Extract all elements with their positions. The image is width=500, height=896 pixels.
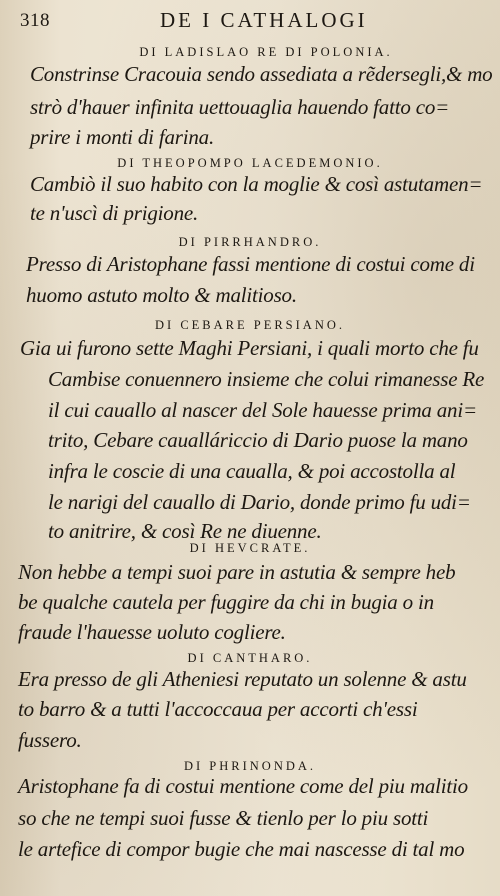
section-heading: DI CANTHARO. xyxy=(187,651,313,665)
text-line: Non hebbe a tempi suoi pare in astutia & sempre heb xyxy=(18,560,456,584)
text-line: il cui cauallo al nascer del Sole hauesse prima ani= xyxy=(48,398,477,422)
text-line: te n'uscì di prigione. xyxy=(30,201,199,225)
section-heading: DI HEVCRATE. xyxy=(189,541,311,555)
text-line: Aristophane fa di costui mentione come del piu malitio xyxy=(18,774,468,798)
text-line: Constrinse Cracouia sendo assediata a rẽdersegli,& mo xyxy=(30,62,493,86)
text-line: trito, Cebare caualláriccio di Dario puose la mano xyxy=(48,428,468,452)
text-line: be qualche cautela per fuggire da chi in bugia o in xyxy=(18,590,434,614)
text-line: huomo astuto molto & malitioso. xyxy=(26,283,297,307)
text-line: Presso di Aristophane fassi mentione di costui come di xyxy=(26,252,475,276)
text-line: Era presso de gli Atheniesi reputato un solenne & astu xyxy=(18,667,467,691)
section-heading: DI THEOPOMPO LACEDEMONIO. xyxy=(117,156,383,170)
text-line: le artefice di compor bugie che mai nascesse di tal mo xyxy=(18,837,465,861)
text-line: so che ne tempi suoi fusse & tienlo per lo piu sotti xyxy=(18,806,429,830)
text-line: fraude l'hauesse uoluto cogliere. xyxy=(18,620,286,644)
page-header xyxy=(20,6,480,36)
text-line: fussero. xyxy=(18,728,82,752)
section-heading: DI PIRRHANDRO. xyxy=(178,235,322,249)
section-heading: DI PHRINONDA. xyxy=(183,759,317,773)
text-line: le narigi del cauallo di Dario, donde primo fu udi= xyxy=(48,490,471,514)
text-line: strò d'hauer infinita uettouaglia hauendo fatto co= xyxy=(30,95,450,119)
text-line: prire i monti di farina. xyxy=(30,125,215,149)
running-head: DE I CATHALOGI xyxy=(160,8,368,32)
page-number: 318 xyxy=(20,10,50,31)
text-line: Cambiò il suo habito con la moglie & così astutamen= xyxy=(30,172,483,196)
text-line: Gia ui furono sette Maghi Persiani, i quali morto che fu xyxy=(20,336,479,360)
section-heading: DI LADISLAO RE DI POLONIA. xyxy=(139,45,393,59)
text-line: Cambise conuennero insieme che colui rimanesse Re xyxy=(48,367,485,391)
text-line: to barro & a tutti l'accoccaua per accorti ch'essi xyxy=(18,697,418,721)
text-line: to anitrire, & così Re ne diuenne. xyxy=(48,519,322,543)
text-line: infra le coscie di una caualla, & poi accostolla al xyxy=(48,459,456,483)
section-heading: DI CEBARE PERSIANO. xyxy=(155,318,345,332)
